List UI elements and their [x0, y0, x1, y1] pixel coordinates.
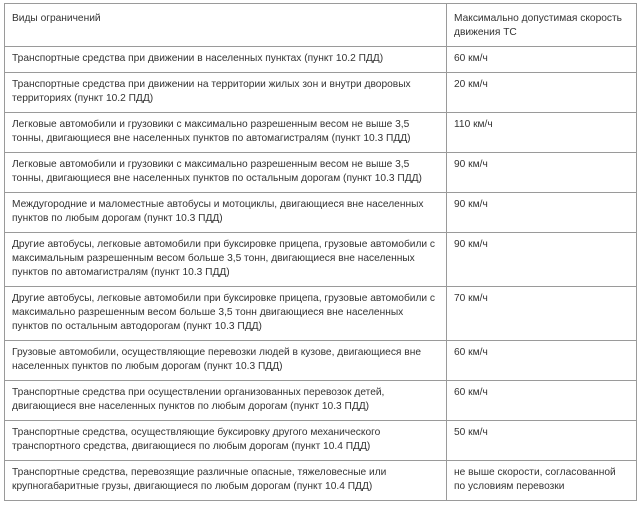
table-row	[5, 73, 637, 113]
restriction-cell: Легковые автомобили и грузовики с максимально разрешенным весом не выше 3,5 тонны, двигающиеся вне населенных пунктов по остальным дорогам (пункт 10.3 ПДД)	[5, 153, 447, 193]
table-row	[5, 113, 637, 153]
speed-cell: 90 км/ч	[447, 193, 637, 233]
speed-cell: 90 км/ч	[447, 153, 637, 193]
table-row	[5, 287, 637, 341]
restriction-cell: Грузовые автомобили, осуществляющие перевозки людей в кузове, двигающиеся вне населенных пунктов по любым дорогам (пункт 10.3 ПДД)	[5, 341, 447, 381]
restriction-cell: Междугородние и маломестные автобусы и мотоциклы, двигающиеся вне населенных пунктов по любым дорогам (пункт 10.3 ПДД)	[5, 193, 447, 233]
header-restriction-type: Виды ограничений	[5, 4, 447, 47]
restriction-cell: Легковые автомобили и грузовики с максимально разрешенным весом не выше 3,5 тонны, двигающиеся вне населенных пунктов по автомагистралям (пункт 10.3 ПДД)	[5, 113, 447, 153]
table-row	[5, 381, 637, 421]
table-row	[5, 421, 637, 461]
speed-cell: 60 км/ч	[447, 341, 637, 381]
header-max-speed: Максимально допустимая скорость движения ТС	[447, 4, 637, 47]
speed-cell: 90 км/ч	[447, 233, 637, 287]
speed-cell: 50 км/ч	[447, 421, 637, 461]
table-row	[5, 341, 637, 381]
restriction-cell: Транспортные средства, осуществляющие буксировку другого механического транспортного средства, двигающиеся по любым дорогам (пункт 10.4 ПДД)	[5, 421, 447, 461]
table-row	[5, 153, 637, 193]
table-row	[5, 47, 637, 73]
restriction-cell: Транспортные средства при движении на территории жилых зон и внутри дворовых территориях (пункт 10.2 ПДД)	[5, 73, 447, 113]
table-header-row	[5, 4, 637, 47]
restriction-cell: Транспортные средства при движении в населенных пунктах (пункт 10.2 ПДД)	[5, 47, 447, 73]
restriction-cell: Другие автобусы, легковые автомобили при буксировке прицепа, грузовые автомобили с максимальным разрешенным весом больше 3,5 тонн, двигающиеся вне населенных пунктов по автомагистралям (пункт 10.3 ПДД)	[5, 233, 447, 287]
table-row	[5, 461, 637, 501]
speed-cell: 60 км/ч	[447, 381, 637, 421]
speed-cell: 110 км/ч	[447, 113, 637, 153]
speed-cell: 60 км/ч	[447, 47, 637, 73]
restriction-cell: Транспортные средства, перевозящие различные опасные, тяжеловесные или крупногабаритные грузы, двигающиеся по любым дорогам (пункт 10.4 ПДД)	[5, 461, 447, 501]
restriction-cell: Другие автобусы, легковые автомобили при буксировке прицепа, грузовые автомобили с максимально разрешенным весом больше 3,5 тонн двигающиеся вне населенных пунктов по остальным автодорогам (пункт 10.3 ПДД)	[5, 287, 447, 341]
table-row	[5, 233, 637, 287]
speed-limits-table	[4, 3, 637, 501]
speed-cell: не выше скорости, согласованной по условиям перевозки	[447, 461, 637, 501]
restriction-cell: Транспортные средства при осуществлении организованных перевозок детей, двигающиеся вне населенных пунктов по любым дорогам (пункт 10.3 ПДД)	[5, 381, 447, 421]
speed-cell: 20 км/ч	[447, 73, 637, 113]
speed-cell: 70 км/ч	[447, 287, 637, 341]
table-row	[5, 193, 637, 233]
